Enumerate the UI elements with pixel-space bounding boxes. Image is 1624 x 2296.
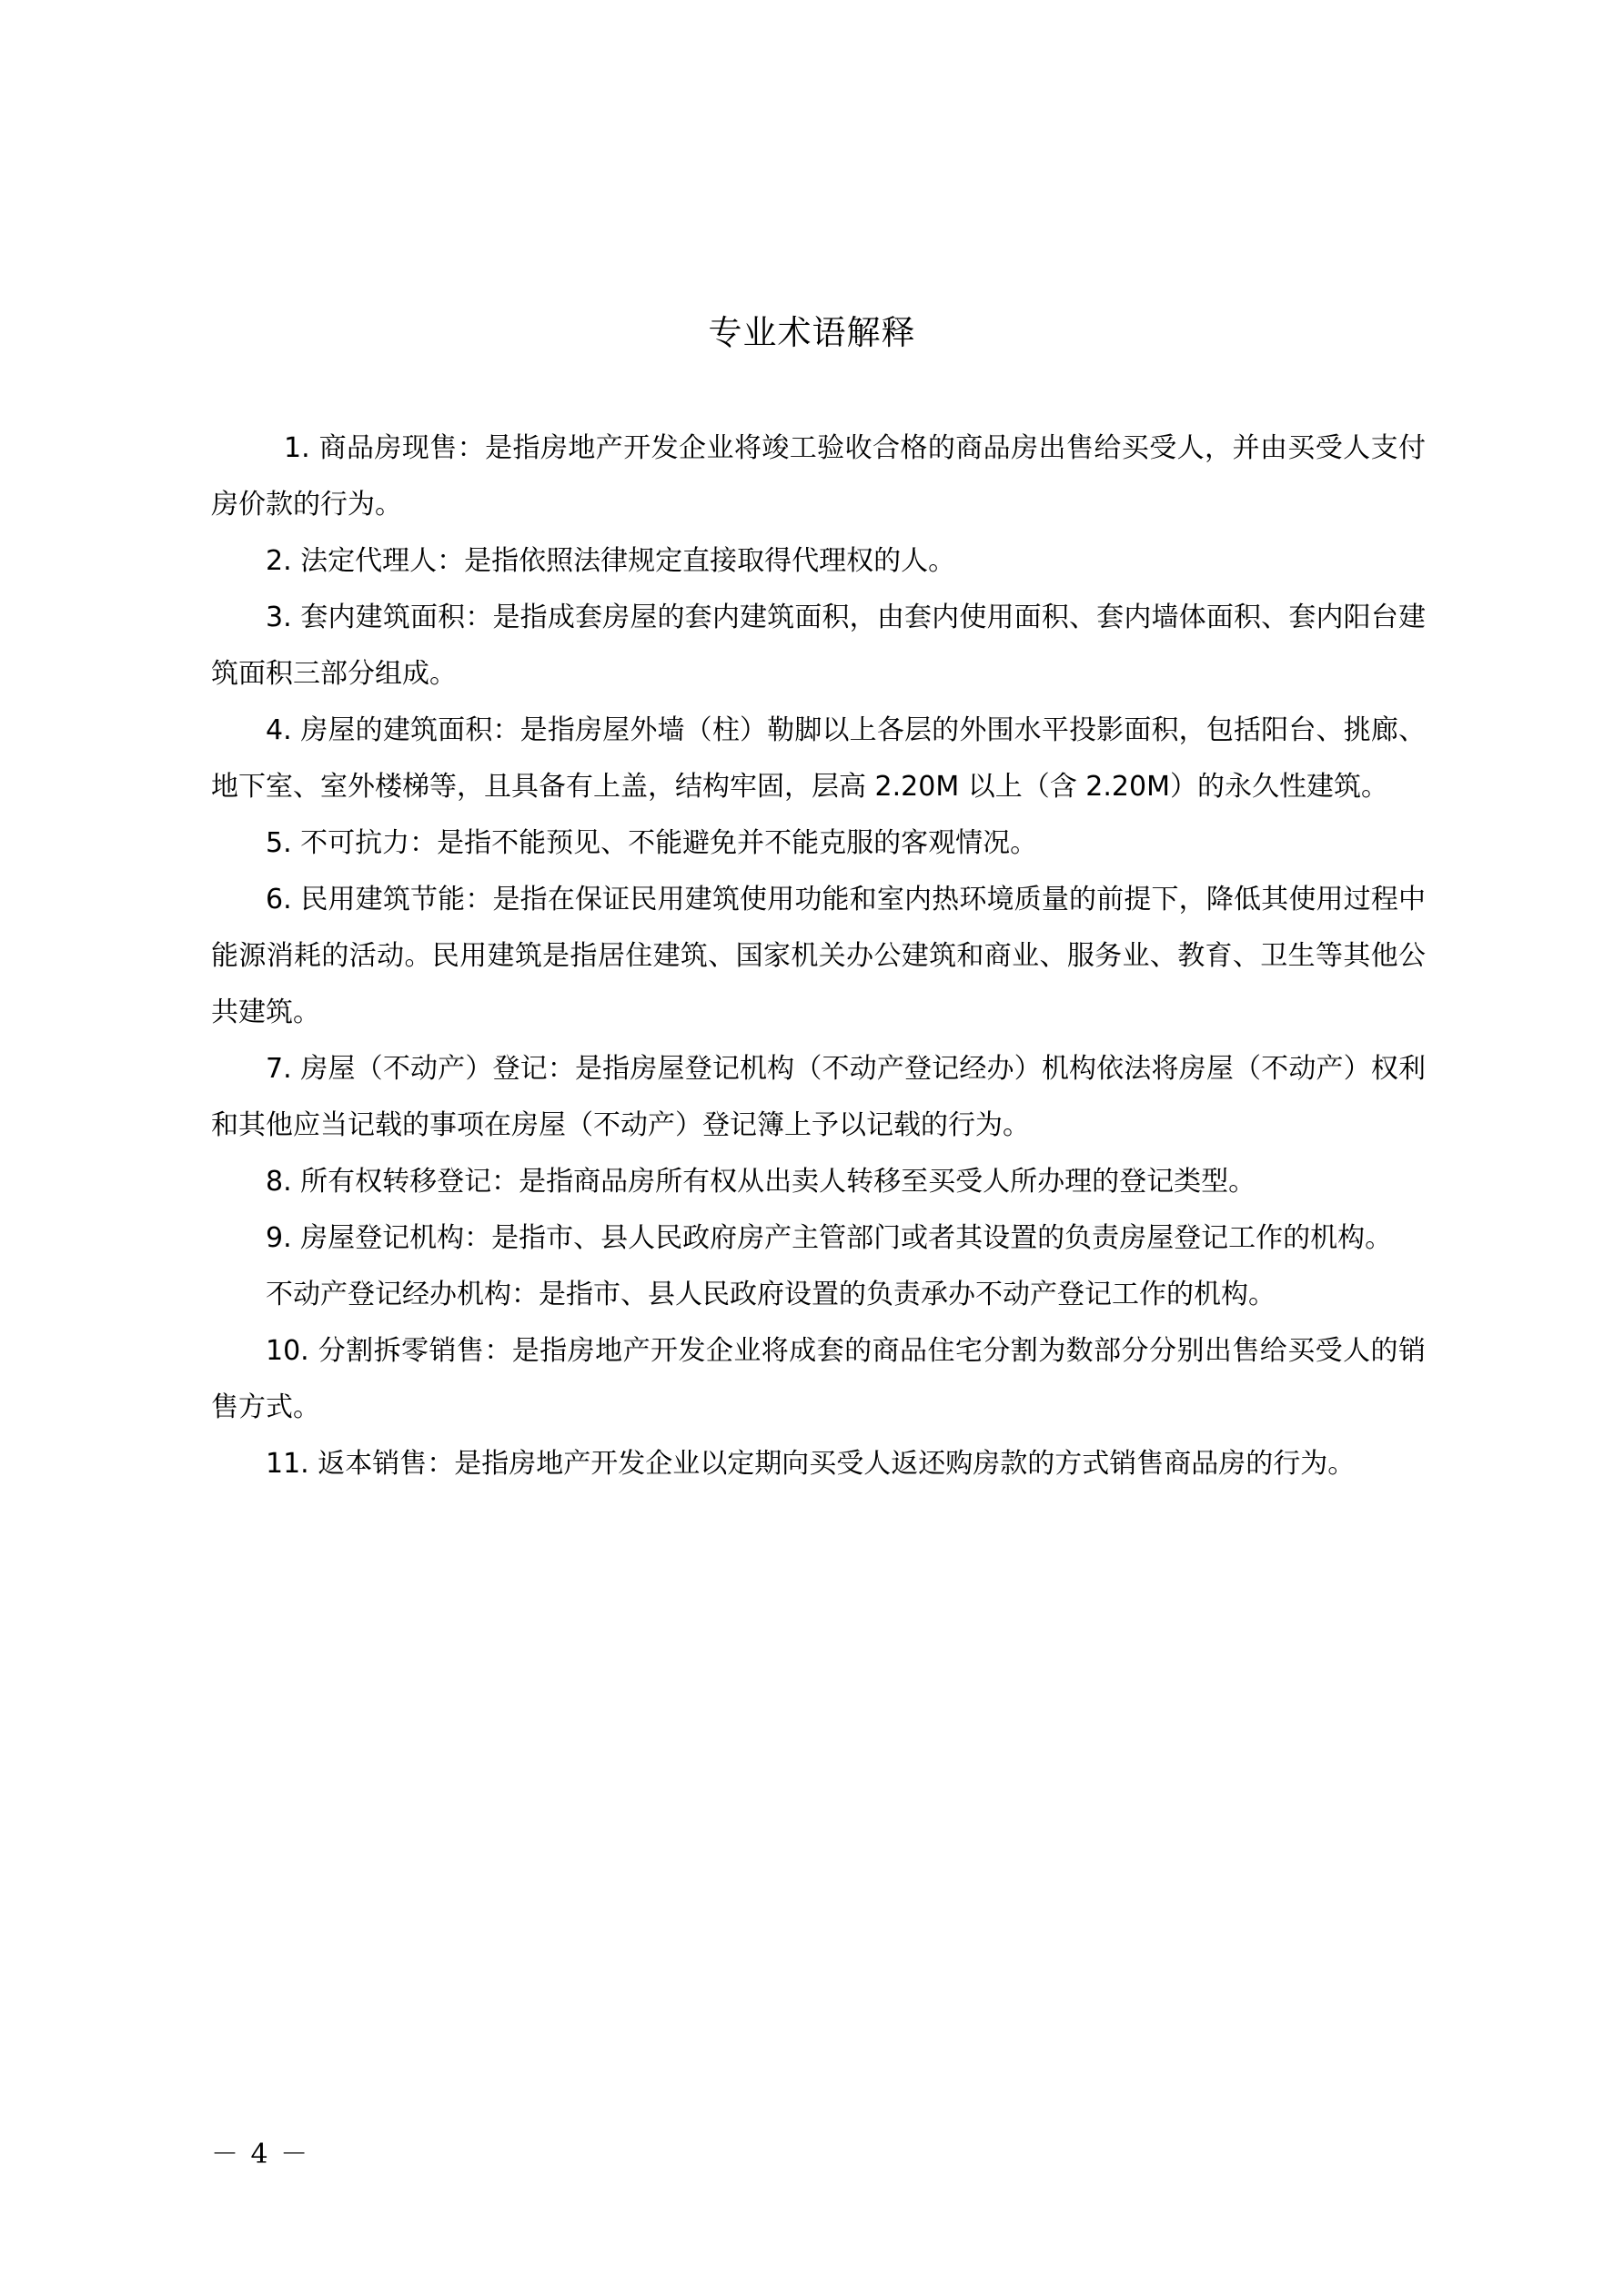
definition-paragraph: 8. 所有权转移登记：是指商品房所有权从出卖人转移至买受人所办理的登记类型。 — [266, 1166, 1256, 1198]
definition-paragraph: 10. 分割拆零销售：是指房地产开发企业将成套的商品住宅分割为数部分分别出售给买受人的销售方式。 — [211, 1335, 1426, 1423]
definition-paragraph: 7. 房屋（不动产）登记：是指房屋登记机构（不动产登记经办）机构依法将房屋（不动产）权利和其他应当记载的事项在房屋（不动产）登记簿上予以记载的行为。 — [211, 1053, 1426, 1141]
definition-paragraph: 5. 不可抗力：是指不能预见、不能避免并不能克服的客观情况。 — [266, 827, 1038, 859]
page-title: 专业术语解释 — [708, 313, 916, 352]
definition-paragraph: 2. 法定代理人：是指依照法律规定直接取得代理权的人。 — [266, 545, 956, 577]
definition-paragraph: 不动产登记经办机构：是指市、县人民政府设置的负责承办不动产登记工作的机构。 — [266, 1279, 1276, 1310]
definition-paragraph: 9. 房屋登记机构：是指市、县人民政府房产主管部门或者其设置的负责房屋登记工作的机构。 — [266, 1222, 1393, 1254]
page-number: － 4 － — [211, 2139, 310, 2170]
definition-paragraph: 6. 民用建筑节能：是指在保证民用建筑使用功能和室内热环境质量的前提下，降低其使用过程中能源消耗的活动。民用建筑是指居住建筑、国家机关办公建筑和商业、服务业、教育、卫生等其他公共建筑。 — [211, 884, 1426, 1028]
definition-paragraph: 4. 房屋的建筑面积：是指房屋外墙（柱）勒脚以上各层的外围水平投影面积，包括阳台、挑廊、地下室、室外楼梯等，且具备有上盖，结构牢固，层高 2.20M 以上（含 2.20M）的永久性建筑。 — [211, 714, 1426, 803]
definition-paragraph: 11. 返本销售：是指房地产开发企业以定期向买受人返还购房款的方式销售商品房的行为。 — [266, 1448, 1356, 1480]
definition-paragraph: 1. 商品房现售：是指房地产开发企业将竣工验收合格的商品房出售给买受人，并由买受人支付房价款的行为。 — [211, 432, 1426, 521]
definition-paragraph: 3. 套内建筑面积：是指成套房屋的套内建筑面积，由套内使用面积、套内墙体面积、套内阳台建筑面积三部分组成。 — [211, 602, 1426, 690]
definitions-body — [211, 420, 1426, 1492]
